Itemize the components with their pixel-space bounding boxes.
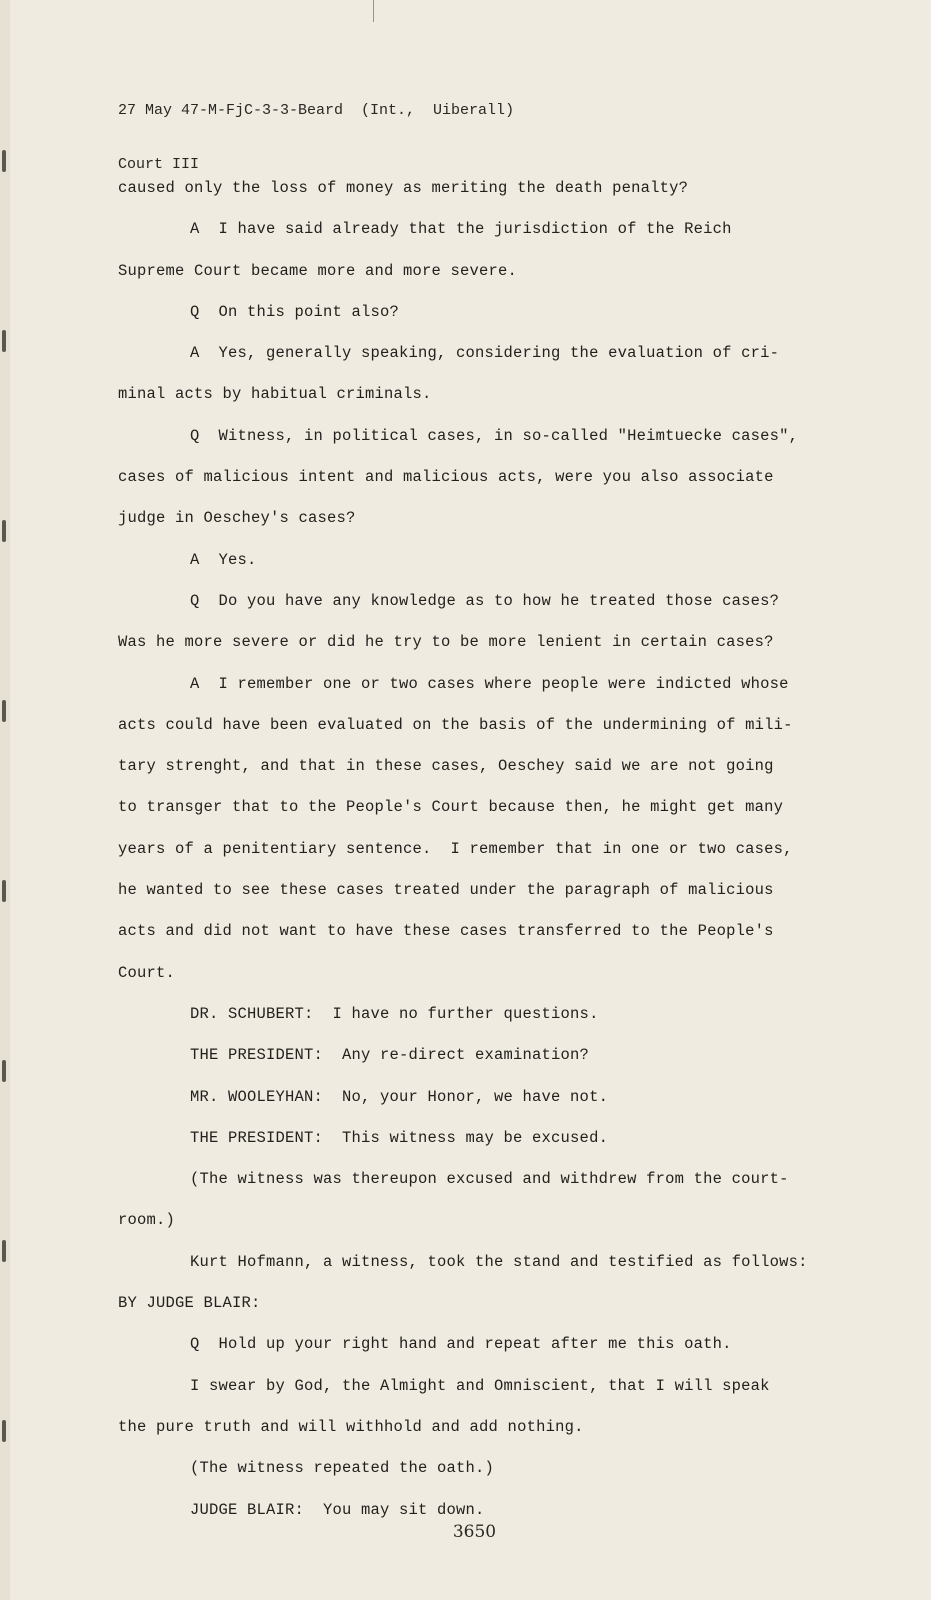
transcript-line: JUDGE BLAIR: You may sit down. bbox=[190, 1500, 485, 1519]
transcript-line: A I have said already that the jurisdiction of the Reich bbox=[190, 220, 732, 239]
page-edge bbox=[931, 0, 949, 1600]
transcript-line: Supreme Court became more and more severe. bbox=[118, 261, 518, 280]
transcript-line: I swear by God, the Almight and Omniscient, that I will speak bbox=[190, 1376, 770, 1395]
transcript-line: judge in Oeschey's cases? bbox=[118, 509, 356, 528]
transcript-line: THE PRESIDENT: This witness may be excused. bbox=[190, 1128, 609, 1147]
transcript-line: Q Do you have any knowledge as to how he treated those cases? bbox=[190, 591, 780, 610]
page-number: 3650 bbox=[452, 1522, 497, 1542]
binding-hole bbox=[2, 880, 6, 902]
transcript-line: Was he more severe or did he try to be more lenient in certain cases? bbox=[118, 633, 774, 652]
binding-hole bbox=[2, 330, 6, 352]
transcript-line: to transger that to the People's Court because then, he might get many bbox=[118, 798, 784, 817]
header-line-1: 27 May 47-M-FjC-3-3-Beard (Int., Uiberall) bbox=[118, 102, 515, 119]
transcript-line: A I remember one or two cases where people were indicted whose bbox=[190, 674, 789, 693]
transcript-line: acts and did not want to have these cases transferred to the People's bbox=[118, 922, 774, 941]
transcript-line: DR. SCHUBERT: I have no further questions. bbox=[190, 1004, 599, 1023]
transcript-line: BY JUDGE BLAIR: bbox=[118, 1294, 261, 1313]
transcript-line: A Yes. bbox=[190, 550, 257, 569]
transcript-line: THE PRESIDENT: Any re-direct examination? bbox=[190, 1046, 590, 1065]
transcript-line: minal acts by habitual criminals. bbox=[118, 385, 432, 404]
transcript-line: Q Hold up your right hand and repeat after me this oath. bbox=[190, 1335, 732, 1354]
binding-hole bbox=[2, 150, 6, 172]
binding-hole bbox=[2, 1240, 6, 1262]
transcript-line: room.) bbox=[118, 1211, 176, 1230]
transcript-line: Q On this point also? bbox=[190, 302, 400, 321]
transcript-body bbox=[118, 168, 858, 1531]
transcript-line: acts could have been evaluated on the basis of the undermining of mili- bbox=[118, 715, 793, 734]
transcript-line: (The witness repeated the oath.) bbox=[190, 1459, 495, 1478]
transcript-line: tary strenght, and that in these cases, Oeschey said we are not going bbox=[118, 757, 774, 776]
transcript-line: Court. bbox=[118, 963, 176, 982]
transcript-line: Q Witness, in political cases, in so-called "Heimtuecke cases", bbox=[190, 426, 799, 445]
transcript-line: the pure truth and will withhold and add nothing. bbox=[118, 1417, 584, 1436]
binding-hole bbox=[2, 1060, 6, 1082]
transcript-line: years of a penitentiary sentence. I remember that in one or two cases, bbox=[118, 839, 793, 858]
transcript-line: Kurt Hofmann, a witness, took the stand and testified as follows: bbox=[190, 1252, 808, 1271]
transcript-line: he wanted to see these cases treated under the paragraph of malicious bbox=[118, 881, 774, 900]
binding-edge bbox=[0, 0, 10, 1600]
transcript-line: caused only the loss of money as meriting the death penalty? bbox=[118, 179, 689, 197]
binding-hole bbox=[2, 700, 6, 722]
transcript-line: cases of malicious intent and malicious acts, were you also associate bbox=[118, 468, 774, 487]
header-line-2: Court III bbox=[118, 156, 200, 173]
transcript-line: MR. WOOLEYHAN: No, your Honor, we have not. bbox=[190, 1087, 609, 1106]
transcript-line: A Yes, generally speaking, considering the evaluation of cri- bbox=[190, 344, 780, 363]
transcript-line: (The witness was thereupon excused and withdrew from the court- bbox=[190, 1170, 789, 1189]
binding-hole bbox=[2, 520, 6, 542]
top-mark bbox=[373, 0, 374, 22]
binding-hole bbox=[2, 1420, 6, 1442]
